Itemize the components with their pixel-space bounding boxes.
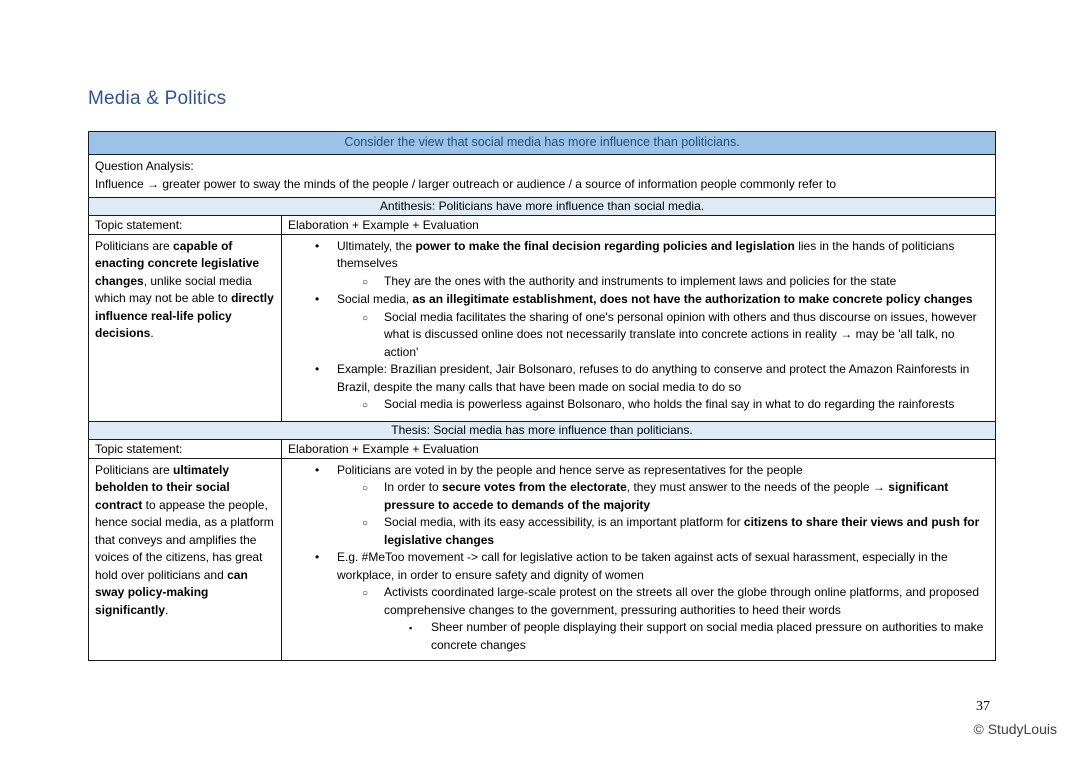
section-content-row bbox=[89, 235, 995, 422]
topic-statement-cell bbox=[89, 459, 282, 661]
column-labels-row bbox=[89, 216, 995, 235]
bullet-item bbox=[288, 396, 989, 415]
bullet-marker-icon: ○ bbox=[362, 400, 369, 411]
text-run: Politicians are bbox=[95, 238, 174, 253]
bullet-text bbox=[431, 619, 989, 654]
question-analysis-text: Influence → greater power to sway the minds of the people / larger outreach or audience / a source of information people commonly refer to bbox=[95, 176, 837, 191]
bullet-text bbox=[384, 479, 989, 514]
text-run: significant pressure to accede to demands of the majority bbox=[384, 480, 949, 512]
page-title: Media & Politics bbox=[88, 88, 227, 109]
bullet-item bbox=[288, 361, 989, 396]
bullet-item bbox=[288, 619, 989, 654]
topic-statement-cell bbox=[89, 235, 282, 421]
elaboration-bullets-cell bbox=[282, 235, 995, 421]
argument-section bbox=[89, 422, 995, 661]
bullet-marker-icon: ○ bbox=[362, 518, 369, 529]
text-run: Social media, with its easy accessibility, is an important platform for bbox=[384, 515, 744, 529]
bullet-marker-icon: • bbox=[315, 362, 320, 376]
bullet-marker-icon: • bbox=[315, 238, 320, 253]
bullet-marker-icon: ○ bbox=[362, 276, 369, 288]
text-run: In order to bbox=[384, 480, 443, 494]
bullet-text bbox=[384, 309, 989, 362]
bullet-item bbox=[288, 584, 989, 619]
essay-notes-table bbox=[88, 131, 996, 661]
bullet-item bbox=[288, 309, 989, 362]
bullet-marker-icon: ○ bbox=[362, 483, 369, 494]
text-run: , they must answer to the needs of the people → bbox=[626, 480, 889, 494]
section-banner: Thesis: Social media has more influence than politicians. bbox=[89, 422, 995, 440]
text-run: E.g. #MeToo movement -> call for legislative action to be taken against acts of sexual harassment, especially in the workplace, in order to ensure safety and dignity of women bbox=[337, 550, 948, 582]
text-run: to appease the people, hence social media, as a platform that conveys and amplifies the voices of the citizens, has great hold over politicians and bbox=[95, 497, 274, 582]
bullet-item bbox=[288, 291, 989, 309]
text-run: Social media is powerless against Bolsonaro, who holds the final say in what to do regarding the rainforests bbox=[384, 397, 955, 411]
column-labels-row bbox=[89, 440, 995, 459]
question-analysis-label: Question Analysis: bbox=[95, 158, 194, 173]
bullet-text bbox=[384, 396, 989, 414]
text-run: . bbox=[165, 602, 169, 617]
text-run: directly influence real-life policy decisions bbox=[95, 291, 274, 340]
bullet-item bbox=[288, 514, 989, 549]
elaboration-bullets-cell bbox=[282, 459, 995, 661]
elaboration-label: Elaboration + Example + Evaluation bbox=[288, 217, 479, 232]
bullet-marker-icon: • bbox=[315, 292, 320, 306]
text-run: citizens to share their views and push for legislative changes bbox=[384, 515, 980, 547]
topic-statement-label: Topic statement: bbox=[89, 440, 282, 458]
text-run: Sheer number of people displaying their support on social media placed pressure on authorities to make concrete changes bbox=[431, 620, 984, 652]
text-run: ultimately beholden to their social contract bbox=[95, 462, 230, 512]
bullet-text bbox=[337, 549, 989, 584]
bullet-text bbox=[384, 514, 989, 549]
text-run: Example: Brazilian president, Jair Bolsonaro, refuses to do anything to conserve and protect the Amazon Rainforests in Brazil, despite the many calls that have been made on social media to do so bbox=[337, 362, 970, 394]
bullet-marker-icon: ○ bbox=[362, 312, 369, 324]
topic-statement-label: Topic statement: bbox=[89, 216, 282, 234]
bullet-item bbox=[288, 462, 989, 480]
text-run: Politicians are voted in by the people and hence serve as representatives for the people bbox=[337, 462, 803, 477]
bullet-marker-icon: • bbox=[315, 550, 320, 564]
page-number: 37 bbox=[976, 699, 990, 714]
bullet-text bbox=[384, 584, 989, 619]
bullet-marker-icon: ○ bbox=[362, 588, 369, 599]
text-run: as an illegitimate establishment, does not have the authorization to make concrete policy changes bbox=[412, 292, 973, 306]
text-run: secure votes from the electorate bbox=[442, 480, 627, 494]
sections-container bbox=[89, 198, 995, 661]
text-run: , unlike social media which may not be able to bbox=[95, 273, 252, 305]
bullet-item bbox=[288, 479, 989, 514]
bullet-text bbox=[337, 291, 989, 309]
bullet-marker-icon: ▪ bbox=[409, 623, 413, 633]
bullet-text bbox=[337, 238, 989, 273]
bullet-item bbox=[288, 549, 989, 584]
bullet-text bbox=[337, 462, 989, 480]
bullet-item bbox=[288, 238, 989, 273]
elaboration-label: Elaboration + Example + Evaluation bbox=[288, 441, 479, 456]
question-analysis-cell bbox=[89, 155, 995, 198]
text-run: can sway policy-making significantly bbox=[95, 567, 248, 617]
text-run: capable of enacting concrete legislative changes bbox=[95, 238, 260, 288]
bullet-text bbox=[337, 361, 989, 396]
text-run: Politicians are bbox=[95, 462, 174, 477]
text-run: . bbox=[150, 326, 154, 340]
text-run: Social media facilitates the sharing of one's personal opinion with others and thus discourse on issues, however what is discussed online does not necessarily translate into concrete actions in reality → may be 'all talk, no action' bbox=[384, 309, 977, 359]
text-run: lies in the hands of politicians themselves bbox=[337, 238, 955, 270]
bullet-item bbox=[288, 273, 989, 292]
argument-section bbox=[89, 198, 995, 422]
table-question-header: Consider the view that social media has more influence than politicians. bbox=[89, 132, 995, 155]
bullet-marker-icon: • bbox=[315, 462, 320, 477]
text-run: Ultimately, the bbox=[337, 238, 416, 253]
bullet-text bbox=[384, 273, 989, 291]
copyright-text: © StudyLouis bbox=[973, 721, 1057, 737]
section-banner: Antithesis: Politicians have more influence than social media. bbox=[89, 198, 995, 216]
text-run: Activists coordinated large-scale protest on the streets all over the globe through online platforms, and proposed comprehensive changes to the government, pressuring authorities to heed their words bbox=[384, 585, 980, 617]
text-run: Social media, bbox=[337, 292, 413, 306]
text-run: They are the ones with the authority and instruments to implement laws and policies for the state bbox=[384, 273, 897, 288]
text-run: power to make the final decision regarding policies and legislation bbox=[415, 238, 795, 253]
section-content-row bbox=[89, 459, 995, 661]
